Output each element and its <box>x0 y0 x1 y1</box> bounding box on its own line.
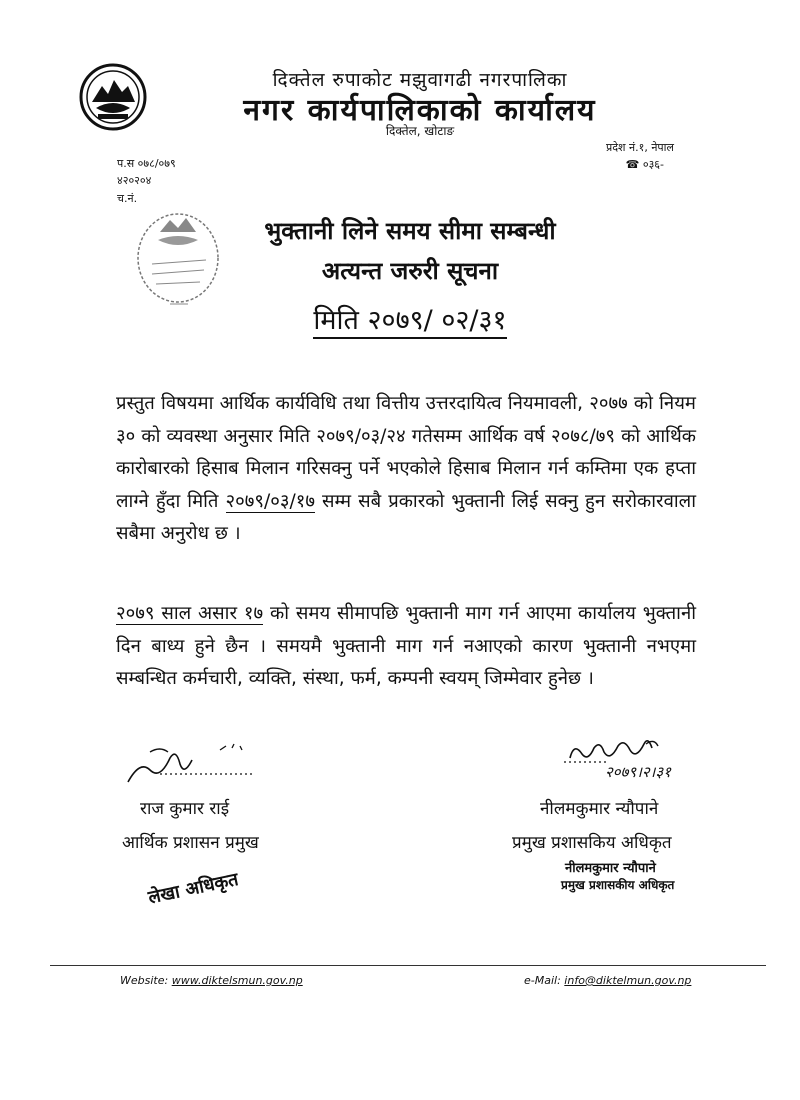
para1-deadline-date: २०७९/०३/१७ <box>225 490 315 512</box>
province-label: प्रदेश नं.१, नेपाल <box>605 141 674 154</box>
notice-date: मिति २०७९/ ०२/३१ <box>0 300 800 337</box>
footer-email: e-Mail: info@diktelmun.gov.np <box>524 974 692 987</box>
phone-number: ☎ ०३६- <box>625 158 664 171</box>
para1-text-a: प्रस्तुत विषयमा आर्थिक कार्यविधि तथा वित्तीय उत्तरदायित्व नियमावली, २०७७ को नियम ३० को व्यवस्था अनुसार मिति २०७९/०३/२४ गतेसम्म आर्थिक वर्ष २०७८/७९ को आर्थिक कारोबारको हिसाब मिलान गरिसक्नु पर्ने भएकोले हिसाब मिलान गर्न कम्तिमा एक हप्ता लाग्ने हुँदा मिति <box>116 393 696 512</box>
notice-paragraph-2 <box>116 598 696 696</box>
stamp-left-title: लेखा अधिकृत <box>146 868 241 909</box>
para2-text: को समय सीमापछि भुक्तानी माग गर्न आएमा कार्यालय भुक्तानी दिन बाध्य हुने छैन । समयमै भुक्तानी माग गर्न नआएको कारण भुक्तानी नभएमा सम्बन्धित कर्मचारी, व्यक्ति, संस्था, फर्म, कम्पनी स्वयम् जिम्मेवार हुनेछ । <box>116 603 697 689</box>
org-address: दिक्तेल, खोटाङ <box>385 124 455 138</box>
notice-heading-subject: भुक्तानी लिने समय सीमा सम्बन्धी <box>264 217 556 245</box>
org-name-line1: दिक्तेल रुपाकोट मझुवागढी नगरपालिका <box>272 69 568 91</box>
org-office-title: नगर कार्यपालिकाको कार्यालय <box>243 93 597 128</box>
website-link[interactable]: www.diktelsmun.gov.np <box>171 974 303 987</box>
ref-number: ४२०२०४ <box>117 174 152 187</box>
signatory-left-title: आर्थिक प्रशासन प्रमुख <box>122 833 259 853</box>
para1-text-b: सम्म सबै प्रकारको भुक्तानी लिई सक्नु हुन सरोकारवाला सबैमा अनुरोध छ । <box>116 490 696 544</box>
para2-deadline-date: २०७९ साल असार १७ <box>116 603 264 624</box>
footer-divider <box>50 965 766 966</box>
signature-left-icon <box>120 740 280 790</box>
ref-dispatch-label: च.नं. <box>117 192 138 205</box>
footer-website: Website: www.diktelsmun.gov.np <box>120 974 303 987</box>
signature-right-date: २०७९।२।३१ <box>605 763 671 781</box>
stamp-right-title: प्रमुख प्रशासकीय अधिकृत <box>561 878 675 892</box>
signatory-right-name: नीलमकुमार न्यौपाने <box>540 799 659 819</box>
signatory-left-name: राज कुमार राई <box>140 799 230 819</box>
signatory-right-title: प्रमुख प्रशासकिय अधिकृत <box>512 833 672 853</box>
notice-paragraph-1 <box>116 388 696 551</box>
stamp-right-name: नीलमकुमार न्यौपाने <box>565 861 656 876</box>
notice-heading-urgent: अत्यन्त जरुरी सूचना <box>321 257 499 285</box>
ref-fiscal-year: प.स ०७८/०७९ <box>117 157 176 170</box>
email-link[interactable]: info@diktelmun.gov.np <box>564 974 692 987</box>
